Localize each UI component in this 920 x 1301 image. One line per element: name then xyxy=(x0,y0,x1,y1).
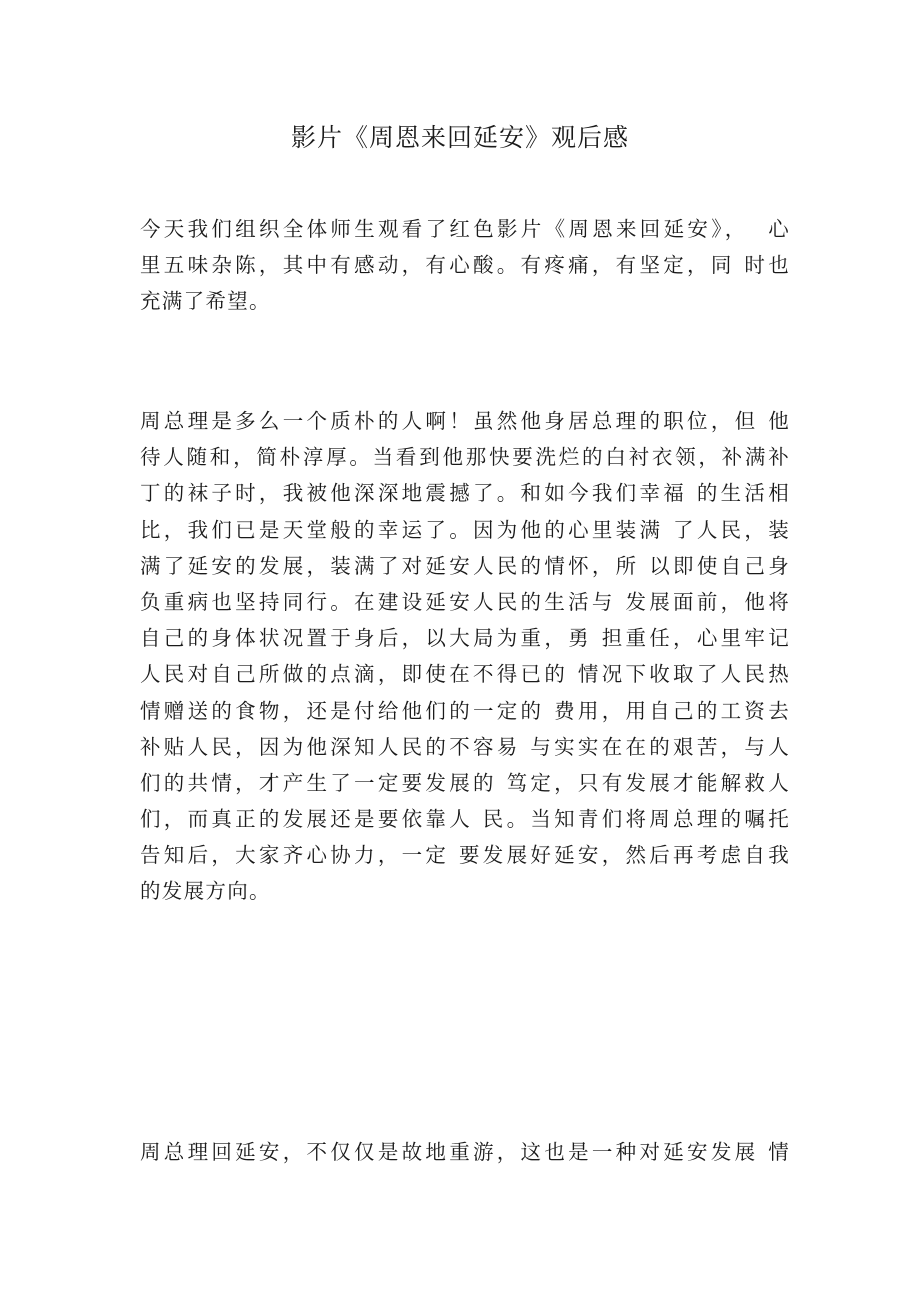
paragraph-line: 待人随和，简朴淳厚。当看到他那快要洗烂的白衬衣领，补满补 xyxy=(140,445,790,470)
paragraph-line: 周总理是多么一个质朴的人啊！虽然他身居总理的职位，但 他 xyxy=(140,409,790,433)
paragraph-line: 满了延安的发展，装满了对延安人民的情怀，所 以即使自己身 xyxy=(140,553,790,578)
paragraph-line: 人民对自己所做的点滴，即使在不得已的 情况下收取了人民热 xyxy=(140,662,790,687)
paragraph-line: 们的共情，才产生了一定要发展的 笃定，只有发展才能解救人 xyxy=(140,770,790,795)
paragraph-line: 的发展方向。 xyxy=(140,879,271,904)
paragraph-line: 告知后，大家齐心协力，一定 要发展好延安，然后再考虑自我 xyxy=(140,843,790,868)
paragraph-line: 补贴人民，因为他深知人民的不容易 与实实在在的艰苦，与人 xyxy=(140,734,790,759)
paragraph-line: 今天我们组织全体师生观看了红色影片《周恩来回延安》， 心 xyxy=(140,217,790,241)
document-title: 影片《周恩来回延安》观后感 xyxy=(290,123,629,152)
paragraph-2 xyxy=(140,403,790,910)
paragraph-line: 里五味杂陈，其中有感动，有心酸。有疼痛，有坚定，同 时也 xyxy=(140,253,790,278)
paragraph-line: 充满了希望。 xyxy=(140,289,271,314)
paragraph-line: 负重病也坚持同行。在建设延安人民的生活与 发展面前，他将 xyxy=(140,589,790,614)
paragraph-line: 周总理回延安，不仅仅是故地重游，这也是一种对延安发展 情 xyxy=(140,1140,790,1164)
paragraph-1 xyxy=(140,211,790,320)
paragraph-3 xyxy=(140,1134,790,1170)
paragraph-line: 比，我们已是天堂般的幸运了。因为他的心里装满 了人民，装 xyxy=(140,517,790,542)
paragraph-line: 丁的袜子时，我被他深深地震撼了。和如今我们幸福 的生活相 xyxy=(140,481,790,506)
paragraph-line: 情赠送的食物，还是付给他们的一定的 费用，用自己的工资去 xyxy=(140,698,790,723)
paragraph-line: 们，而真正的发展还是要依靠人 民。当知青们将周总理的嘱托 xyxy=(140,807,790,832)
paragraph-line: 自己的身体状况置于身后，以大局为重，勇 担重任，心里牢记 xyxy=(140,626,790,651)
